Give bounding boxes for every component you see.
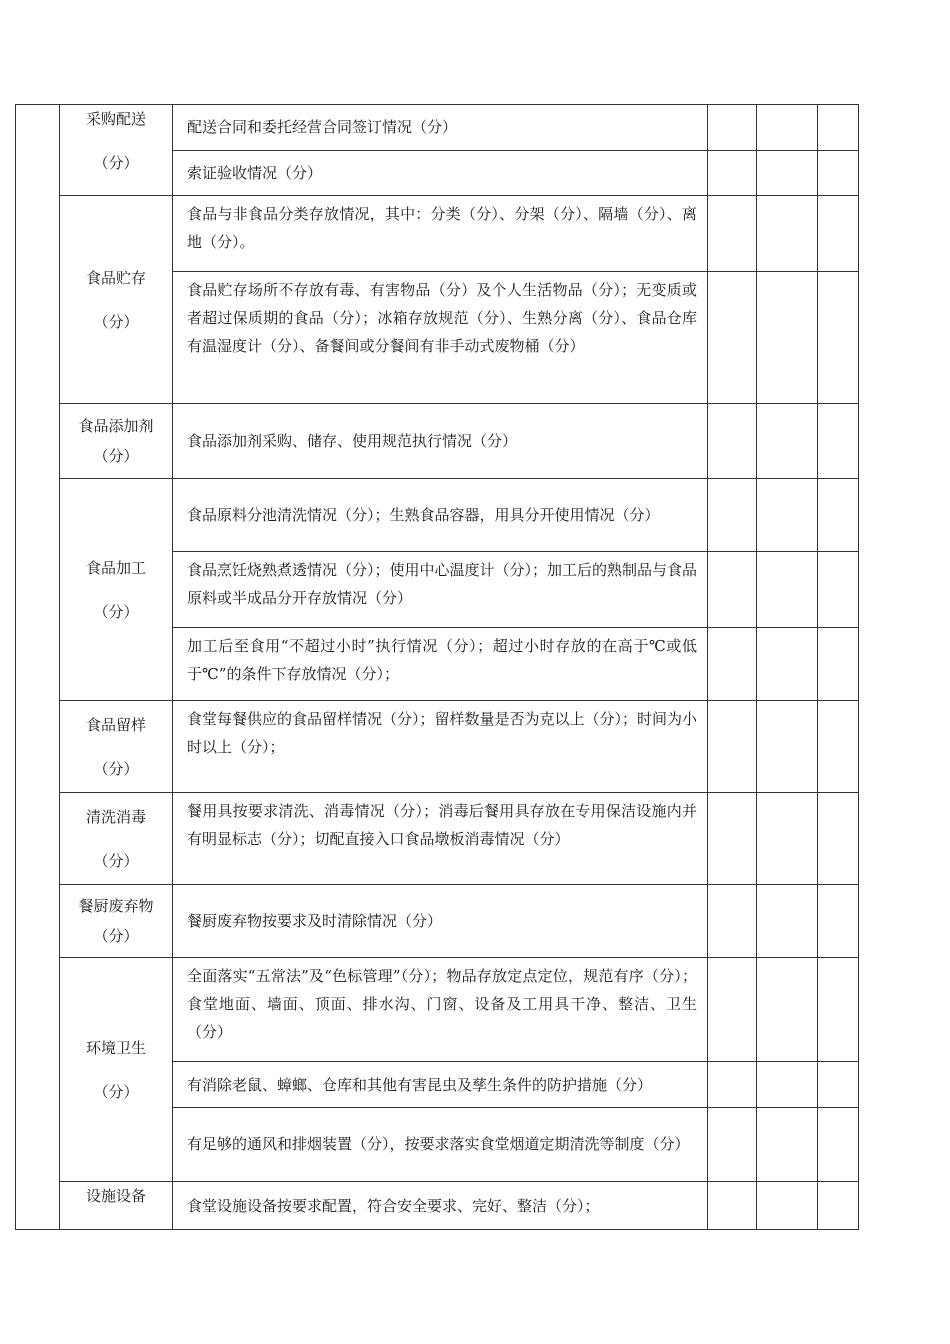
- score-input-cell[interactable]: [708, 404, 757, 479]
- remark-input-cell[interactable]: [818, 1182, 859, 1230]
- table-row: [16, 196, 859, 272]
- category-label: [60, 1182, 172, 1229]
- remark-input-cell[interactable]: [818, 552, 859, 627]
- remark-input-cell[interactable]: [818, 150, 859, 196]
- score-input-cell[interactable]: [708, 1062, 757, 1107]
- category-score: （分）: [93, 759, 139, 778]
- category-score: （分）: [93, 447, 139, 465]
- criteria-text: 食品与非食品分类存放情况，其中：分类（分）、分架（分）、隔墙（分）、离地（分）。: [173, 196, 708, 272]
- category-score: （分）: [93, 312, 139, 331]
- deduction-input-cell[interactable]: [757, 885, 818, 958]
- table-row: [16, 793, 859, 885]
- score-input-cell[interactable]: [708, 552, 757, 627]
- category-cell: [60, 1182, 173, 1230]
- category-name: 食品贮存: [85, 268, 146, 287]
- category-label: [60, 196, 172, 403]
- category-score: （分）: [93, 154, 139, 172]
- remark-input-cell[interactable]: [818, 272, 859, 404]
- category-score: （分）: [93, 1082, 139, 1101]
- category-name: 环境卫生: [85, 1038, 146, 1057]
- table-row: [16, 105, 859, 151]
- remark-input-cell[interactable]: [818, 701, 859, 793]
- table-row: [16, 701, 859, 793]
- criteria-text: 食品贮存场所不存放有毒、有害物品（分）及个人生活物品（分）；无变质或者超过保质期的食品（分）；冰箱存放规范（分）、生熟分离（分）、食品仓库有温湿度计（分）、备餐间或分餐间有非手动式废物桶（分）: [173, 272, 708, 404]
- category-name: 清洗消毒: [85, 807, 146, 826]
- category-name: 设施设备: [85, 1187, 146, 1205]
- category-label: [60, 701, 172, 792]
- deduction-input-cell[interactable]: [757, 1107, 818, 1181]
- category-cell: [60, 958, 173, 1182]
- remark-input-cell[interactable]: [818, 793, 859, 885]
- table-row: [16, 958, 859, 1062]
- category-cell: [60, 105, 173, 196]
- category-cell: [60, 196, 173, 404]
- remark-input-cell[interactable]: [818, 627, 859, 700]
- category-cell: [60, 701, 173, 793]
- deduction-input-cell[interactable]: [757, 404, 818, 479]
- deduction-input-cell[interactable]: [757, 1062, 818, 1107]
- category-label: [60, 793, 172, 884]
- table-row: [16, 1182, 859, 1230]
- table-row: [16, 404, 859, 479]
- deduction-input-cell[interactable]: [757, 552, 818, 627]
- criteria-text: 食堂设施设备按要求配置，符合安全要求、完好、整洁（分）；: [173, 1182, 708, 1230]
- category-label: [60, 479, 172, 700]
- category-label: [60, 958, 172, 1181]
- deduction-input-cell[interactable]: [757, 1182, 818, 1230]
- score-input-cell[interactable]: [708, 196, 757, 272]
- score-input-cell[interactable]: [708, 793, 757, 885]
- criteria-text: 有消除老鼠、蟑螂、仓库和其他有害昆虫及孳生条件的防护措施（分）: [173, 1062, 708, 1107]
- score-input-cell[interactable]: [708, 150, 757, 196]
- category-label: [60, 885, 172, 957]
- deduction-input-cell[interactable]: [757, 196, 818, 272]
- category-name: 采购配送: [85, 110, 146, 128]
- category-cell: [60, 885, 173, 958]
- score-input-cell[interactable]: [708, 272, 757, 404]
- category-score: （分）: [93, 927, 139, 945]
- remark-input-cell[interactable]: [818, 479, 859, 552]
- criteria-text: 索证验收情况（分）: [173, 150, 708, 196]
- category-score: （分）: [93, 602, 139, 621]
- deduction-input-cell[interactable]: [757, 150, 818, 196]
- table-row: [16, 479, 859, 552]
- deduction-input-cell[interactable]: [757, 793, 818, 885]
- deduction-input-cell[interactable]: [757, 105, 818, 151]
- criteria-text: 有足够的通风和排烟装置（分），按要求落实食堂烟道定期清洗等制度（分）: [173, 1107, 708, 1181]
- criteria-text: 加工后至食用“不超过小时”执行情况（分）；超过小时存放的在高于℃或低于℃”的条件下存放情况（分）；: [173, 627, 708, 700]
- score-input-cell[interactable]: [708, 105, 757, 151]
- category-score: （分）: [93, 851, 139, 870]
- score-input-cell[interactable]: [708, 958, 757, 1062]
- score-input-cell[interactable]: [708, 627, 757, 700]
- criteria-text: 全面落实“五常法”及“色标管理”（分）；物品存放定点定位，规范有序（分）；食堂地面、墙面、顶面、排水沟、门窗、设备及工用具干净、整洁、卫生（分）: [173, 958, 708, 1062]
- remark-input-cell[interactable]: [818, 105, 859, 151]
- criteria-text: 餐厨废弃物按要求及时清除情况（分）: [173, 885, 708, 958]
- criteria-text: 配送合同和委托经营合同签订情况（分）: [173, 105, 708, 151]
- category-cell: [60, 479, 173, 701]
- outer-blank-column: [16, 105, 60, 1230]
- category-name: 餐厨废弃物: [78, 897, 154, 915]
- remark-input-cell[interactable]: [818, 885, 859, 958]
- deduction-input-cell[interactable]: [757, 701, 818, 793]
- inspection-table: [15, 104, 859, 1230]
- remark-input-cell[interactable]: [818, 404, 859, 479]
- criteria-text: 食品原料分池清洗情况（分）；生熟食品容器，用具分开使用情况（分）: [173, 479, 708, 552]
- category-cell: [60, 793, 173, 885]
- deduction-input-cell[interactable]: [757, 272, 818, 404]
- remark-input-cell[interactable]: [818, 1062, 859, 1107]
- table-row: [16, 885, 859, 958]
- category-label: [60, 404, 172, 478]
- remark-input-cell[interactable]: [818, 1107, 859, 1181]
- criteria-text: 食品烹饪烧熟煮透情况（分）；使用中心温度计（分）；加工后的熟制品与食品原料或半成品分开存放情况（分）: [173, 552, 708, 627]
- deduction-input-cell[interactable]: [757, 627, 818, 700]
- criteria-text: 食品添加剂采购、储存、使用规范执行情况（分）: [173, 404, 708, 479]
- score-input-cell[interactable]: [708, 701, 757, 793]
- inspection-table-sheet: [15, 104, 858, 1220]
- remark-input-cell[interactable]: [818, 196, 859, 272]
- score-input-cell[interactable]: [708, 1107, 757, 1181]
- deduction-input-cell[interactable]: [757, 479, 818, 552]
- category-cell: [60, 404, 173, 479]
- category-name: 食品加工: [85, 558, 146, 577]
- category-label: [60, 105, 172, 195]
- category-name: 食品添加剂: [78, 417, 154, 435]
- criteria-text: 餐用具按要求清洗、消毒情况（分）；消毒后餐用具存放在专用保洁设施内并有明显标志（分）；切配直接入口食品墩板消毒情况（分）: [173, 793, 708, 885]
- score-input-cell[interactable]: [708, 885, 757, 958]
- score-input-cell[interactable]: [708, 1182, 757, 1230]
- remark-input-cell[interactable]: [818, 958, 859, 1062]
- deduction-input-cell[interactable]: [757, 958, 818, 1062]
- score-input-cell[interactable]: [708, 479, 757, 552]
- category-name: 食品留样: [85, 715, 146, 734]
- criteria-text: 食堂每餐供应的食品留样情况（分）；留样数量是否为克以上（分）；时间为小时以上（分）；: [173, 701, 708, 793]
